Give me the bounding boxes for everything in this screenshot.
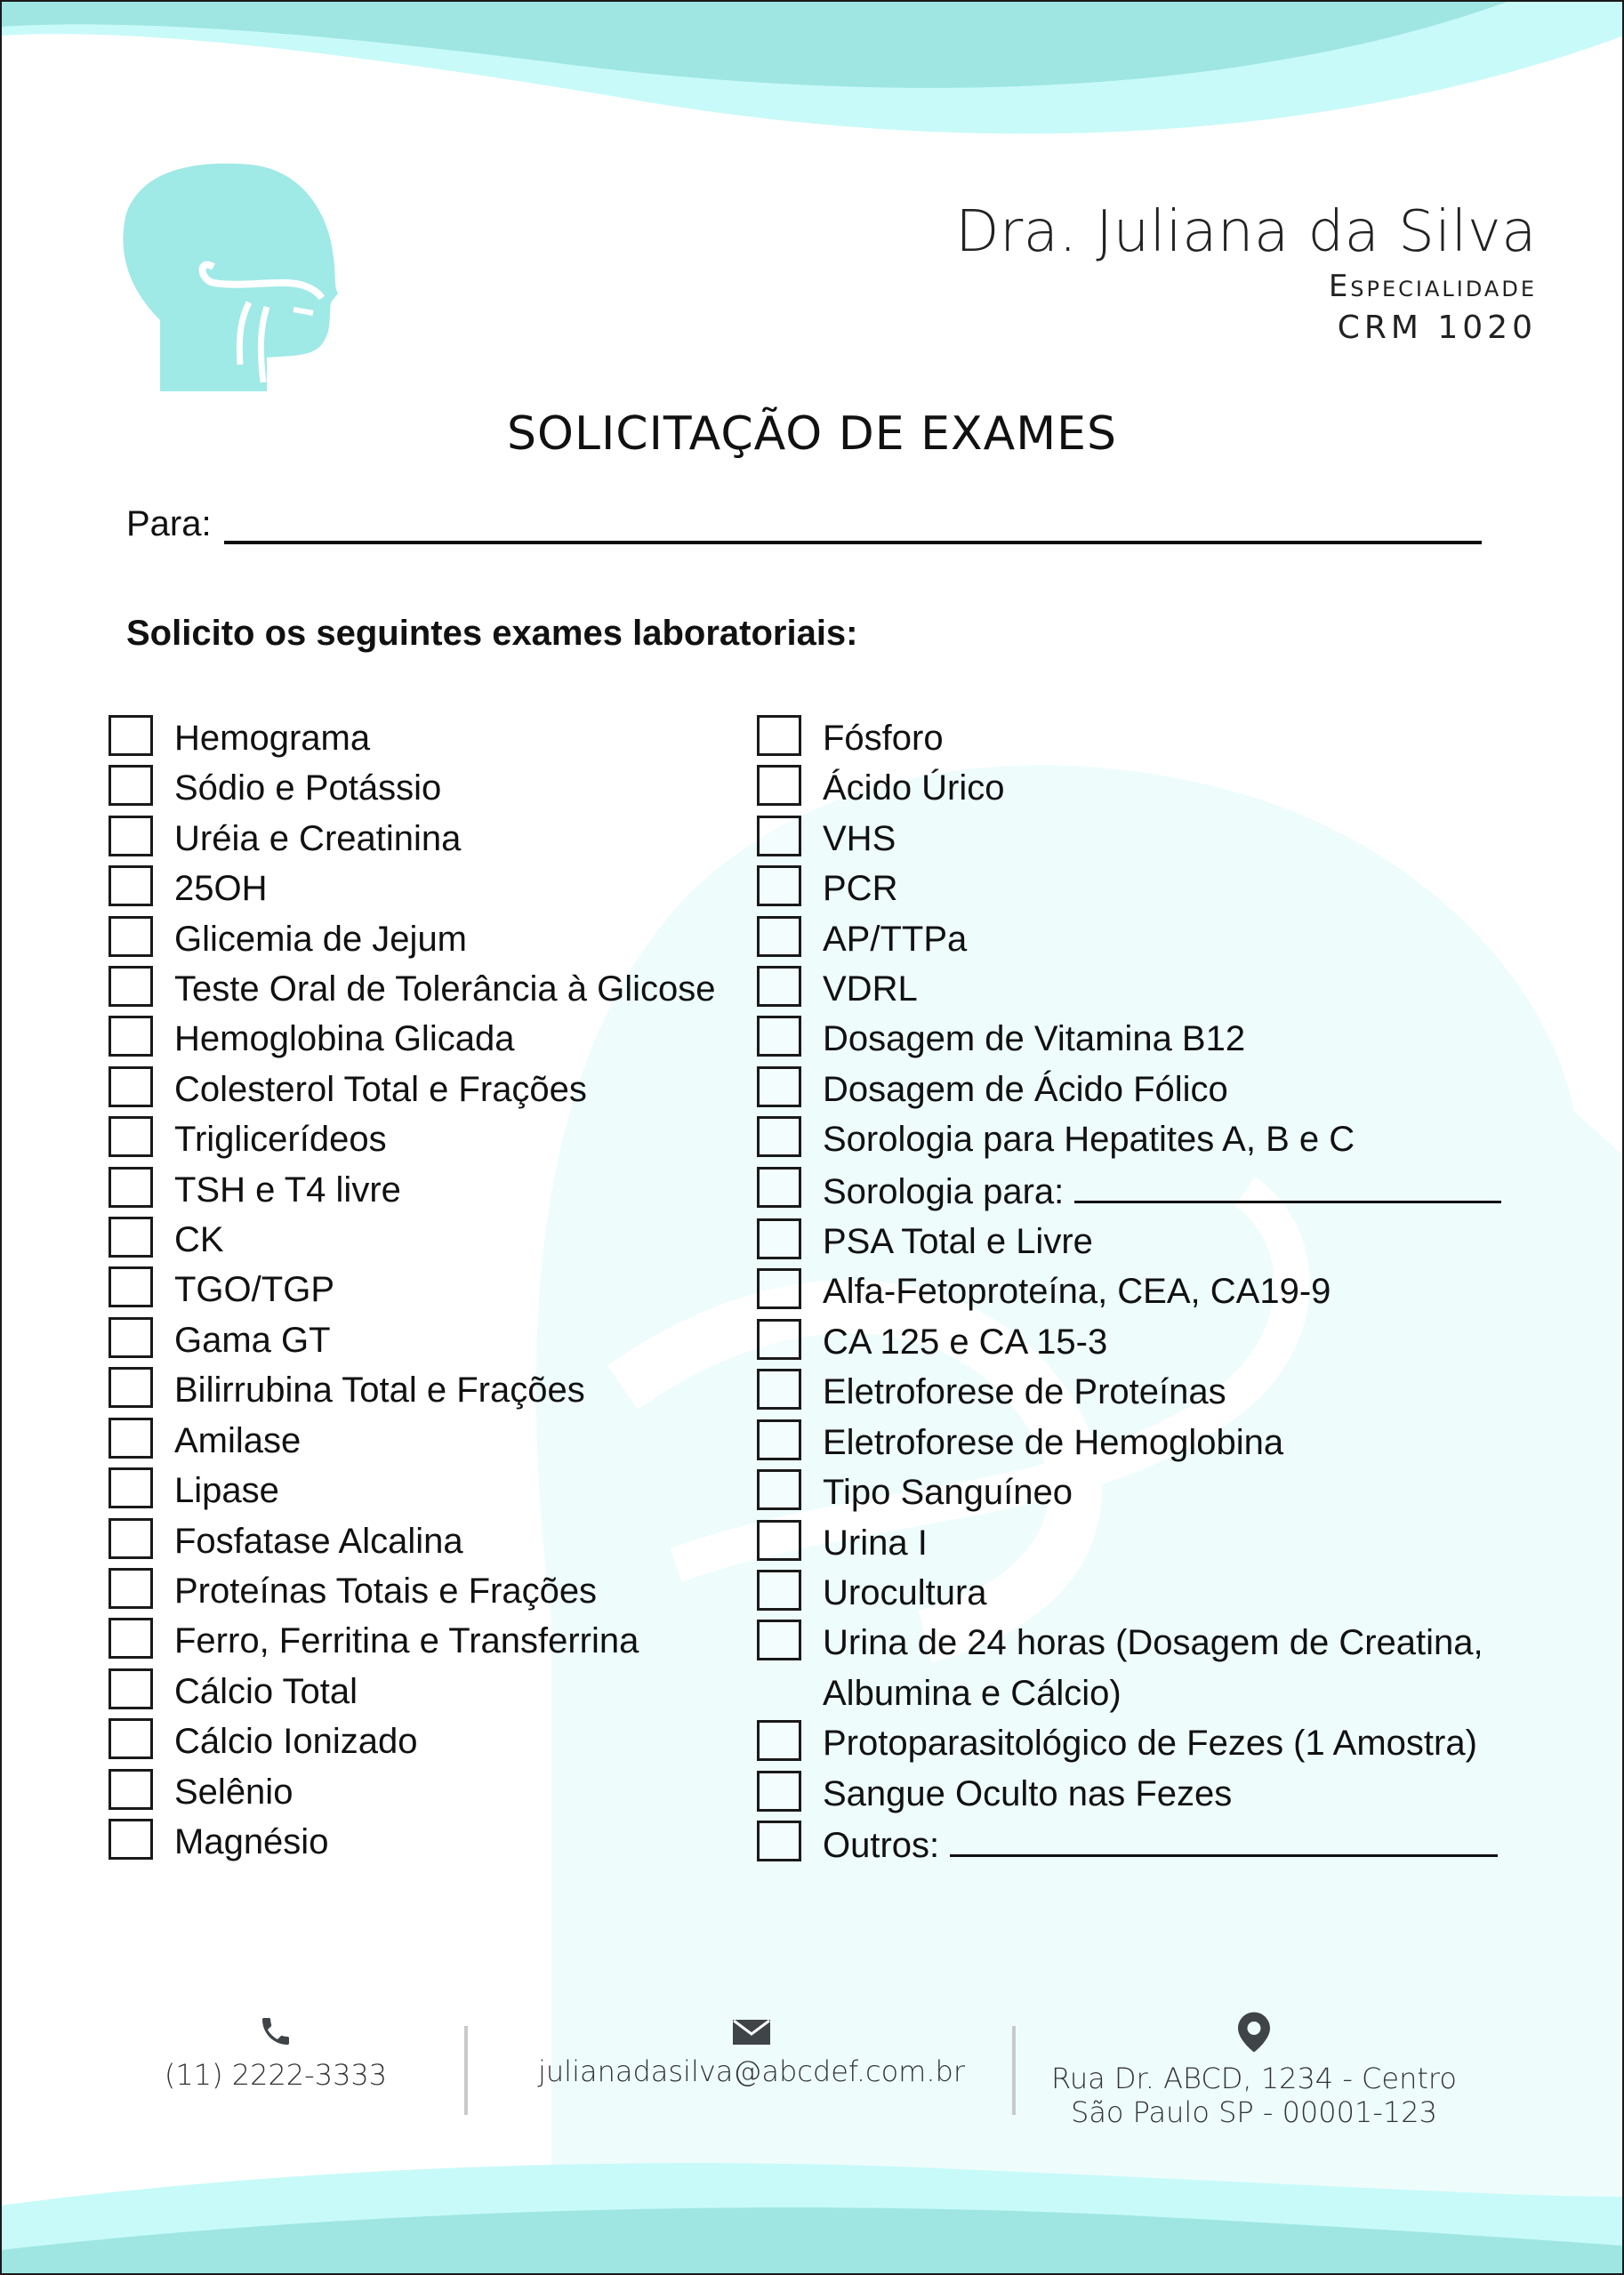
exam-label: Teste Oral de Tolerância à Glicose (174, 969, 716, 1009)
exam-label: 25OH (174, 869, 268, 909)
exam-label: Cálcio Total (174, 1671, 358, 1711)
exam-checkbox[interactable] (109, 1116, 153, 1157)
footer-email (507, 2019, 996, 2088)
exam-item[interactable] (109, 1265, 715, 1314)
exam-label: Urocultura (823, 1572, 987, 1612)
exam-item[interactable] (757, 1418, 1534, 1467)
exam-item[interactable] (757, 814, 1534, 864)
exam-item[interactable] (757, 1718, 1534, 1768)
exam-item[interactable] (757, 1217, 1534, 1266)
exam-label: Bilirrubina Total e Frações (174, 1371, 585, 1411)
footer-divider-2 (1012, 2026, 1016, 2115)
exam-checkbox[interactable] (757, 1167, 801, 1208)
exam-label: Colesterol Total e Frações (174, 1069, 587, 1109)
address-line-1: Rua Dr. ABCD, 1234 - Centro (1051, 2062, 1457, 2095)
exam-item[interactable] (757, 1769, 1534, 1819)
exam-checkbox[interactable] (757, 1369, 801, 1410)
doctor-specialty: Especialidade (1328, 269, 1537, 305)
exam-item[interactable] (757, 713, 1534, 763)
exam-label: Proteínas Totais e Frações (174, 1571, 598, 1611)
address-line-2: São Paulo SP - 00001-123 (1071, 2095, 1437, 2129)
exam-label: Ferro, Ferritina e Transferrina (174, 1621, 639, 1661)
exam-item[interactable] (757, 964, 1534, 1014)
exam-label: PCR (823, 869, 898, 909)
para-input-line[interactable] (224, 502, 1482, 544)
exam-checkbox[interactable] (109, 1266, 153, 1307)
exam-checkbox[interactable] (757, 1419, 801, 1460)
exam-checkbox[interactable] (109, 715, 153, 756)
exam-item[interactable] (109, 763, 715, 813)
exam-label (823, 1819, 1498, 1870)
exam-label: Urina de 24 horas (Dosagem de Creatina, Albumina e Cálcio) (823, 1623, 1483, 1713)
exam-checkbox[interactable] (757, 1116, 801, 1157)
exam-checkbox[interactable] (757, 1268, 801, 1309)
doctor-header (955, 201, 1537, 346)
form-title: SOLICITAÇÃO DE EXAMES (507, 407, 1117, 461)
exam-checkbox[interactable] (109, 1467, 153, 1508)
footer-address (1032, 2012, 1476, 2129)
email-text[interactable]: julianadasilva@abcdef.com.br (538, 2054, 965, 2088)
exam-label: Magnésio (174, 1821, 329, 1861)
exam-label: VHS (823, 818, 896, 858)
exam-label: Glicemia de Jejum (174, 919, 468, 959)
exam-item[interactable] (109, 1616, 715, 1666)
exam-label: Selênio (174, 1772, 293, 1812)
exam-checkbox[interactable] (109, 816, 153, 856)
exam-item[interactable] (109, 1315, 715, 1365)
exam-checkbox[interactable] (109, 1016, 153, 1057)
exam-checkbox[interactable] (109, 1769, 153, 1810)
exam-checkbox[interactable] (757, 1066, 801, 1107)
exam-item[interactable] (109, 1065, 715, 1114)
exam-item[interactable] (109, 1466, 715, 1515)
exam-label: Lipase (174, 1471, 279, 1511)
exam-checkbox[interactable] (109, 765, 153, 806)
exam-checkbox[interactable] (109, 1418, 153, 1459)
exam-label: TSH e T4 livre (174, 1170, 401, 1210)
exam-label: Eletroforese de Hemoglobina (823, 1422, 1284, 1462)
exam-label: Amilase (174, 1420, 301, 1460)
exam-label: Fósforo (823, 719, 944, 758)
exam-label: Eletroforese de Proteínas (823, 1372, 1226, 1412)
exam-item[interactable] (757, 763, 1534, 813)
exam-label: Alfa-Fetoproteína, CEA, CA19-9 (823, 1272, 1331, 1312)
exam-item[interactable] (109, 1365, 715, 1415)
exam-checkbox[interactable] (757, 966, 801, 1007)
exam-checkbox[interactable] (109, 916, 153, 957)
exam-item[interactable] (757, 1065, 1534, 1114)
outros-label: Outros: (823, 1825, 940, 1865)
exam-checkbox[interactable] (109, 1217, 153, 1258)
exam-item[interactable] (757, 1165, 1534, 1217)
exam-item[interactable] (109, 713, 715, 763)
exam-checkbox[interactable] (757, 1570, 801, 1611)
exam-checkbox[interactable] (757, 715, 801, 756)
exam-checkbox[interactable] (757, 1720, 801, 1761)
exam-item[interactable] (109, 1667, 715, 1716)
doctor-name: Dra. Juliana da Silva (955, 199, 1537, 265)
exam-checkbox[interactable] (757, 1218, 801, 1259)
exam-item[interactable] (109, 1114, 715, 1164)
exam-list-right (757, 713, 1534, 1870)
exam-label: Sódio e Potássio (174, 768, 442, 808)
exam-item[interactable] (109, 1014, 715, 1064)
exam-item[interactable] (757, 1114, 1534, 1164)
exam-checkbox[interactable] (109, 1618, 153, 1659)
exam-checkbox[interactable] (109, 1668, 153, 1709)
exam-item[interactable] (757, 1467, 1534, 1517)
exam-label: CA 125 e CA 15-3 (823, 1322, 1108, 1362)
exam-item[interactable] (757, 914, 1534, 964)
exam-checkbox[interactable] (109, 1167, 153, 1208)
exam-item[interactable] (109, 1215, 715, 1265)
exam-label: Fosfatase Alcalina (174, 1521, 463, 1561)
exam-label: Ácido Úrico (823, 768, 1005, 808)
doctor-crm: CRM 1020 (1337, 309, 1537, 347)
exam-label: Tipo Sanguíneo (823, 1473, 1073, 1513)
exam-checkbox[interactable] (757, 916, 801, 957)
exam-item[interactable] (109, 1767, 715, 1817)
exam-checkbox[interactable] (757, 865, 801, 906)
exam-checkbox[interactable] (109, 1718, 153, 1759)
exam-item[interactable] (109, 1516, 715, 1566)
exam-label: Sorologia para Hepatites A, B e C (823, 1120, 1355, 1160)
para-label: Para: (126, 504, 212, 543)
exam-item[interactable] (109, 1566, 715, 1616)
exam-item[interactable] (757, 1266, 1534, 1316)
exam-checkbox[interactable] (757, 816, 801, 856)
sorologia-input-line[interactable] (1074, 1165, 1501, 1203)
exam-item[interactable] (109, 1817, 715, 1867)
exam-checkbox[interactable] (757, 1620, 801, 1660)
exam-item[interactable] (757, 864, 1534, 913)
envelope-icon (732, 2019, 771, 2046)
exam-label: VDRL (823, 969, 918, 1009)
phone-text: (11) 2222-3333 (164, 2058, 388, 2092)
exam-label: Protoparasitológico de Fezes (1 Amostra) (823, 1724, 1477, 1764)
exam-item[interactable] (757, 1317, 1534, 1367)
exam-checkbox[interactable] (757, 1016, 801, 1057)
exam-item[interactable] (109, 1416, 715, 1466)
exam-label: Triglicerídeos (174, 1120, 387, 1160)
exam-label: AP/TTPa (823, 919, 968, 959)
exam-item[interactable] (757, 1819, 1534, 1870)
exam-checkbox[interactable] (109, 966, 153, 1007)
exam-label: Hemograma (174, 719, 371, 758)
exam-label: Urina I (823, 1523, 928, 1563)
exam-checkbox[interactable] (109, 1317, 153, 1358)
exam-label: Cálcio Ionizado (174, 1722, 418, 1762)
exam-label: PSA Total e Livre (823, 1222, 1093, 1262)
exam-checkbox[interactable] (109, 865, 153, 906)
exam-checkbox[interactable] (109, 1518, 153, 1559)
exam-label: CK (174, 1220, 224, 1260)
exam-item[interactable] (109, 914, 715, 964)
exam-label: Dosagem de Vitamina B12 (823, 1019, 1246, 1059)
exam-item[interactable] (109, 1165, 715, 1215)
para-field (126, 502, 1482, 544)
exam-checkbox[interactable] (109, 1819, 153, 1860)
exam-item[interactable] (109, 864, 715, 913)
exam-item[interactable] (109, 964, 715, 1014)
exam-label: Gama GT (174, 1320, 331, 1360)
exam-item[interactable] (757, 1568, 1534, 1618)
exam-label: Hemoglobina Glicada (174, 1019, 515, 1059)
exam-checkbox[interactable] (757, 1821, 801, 1861)
exam-item[interactable] (109, 814, 715, 864)
exam-label: Dosagem de Ácido Fólico (823, 1069, 1228, 1109)
exam-item[interactable] (757, 1518, 1534, 1568)
exam-checkbox[interactable] (757, 1469, 801, 1510)
exam-item[interactable] (757, 1014, 1534, 1064)
exam-checkbox[interactable] (757, 765, 801, 806)
exam-list-left (109, 713, 715, 1867)
exam-label (823, 1165, 1501, 1217)
map-pin-icon (1238, 2012, 1270, 2053)
footer-phone (160, 2014, 391, 2092)
sorologia-label: Sorologia para: (823, 1171, 1065, 1211)
exam-checkbox[interactable] (109, 1568, 153, 1609)
exam-checkbox[interactable] (109, 1367, 153, 1408)
exam-checkbox[interactable] (757, 1771, 801, 1812)
exam-item[interactable] (757, 1367, 1534, 1417)
exam-item[interactable] (757, 1618, 1534, 1718)
phone-icon (258, 2014, 293, 2049)
exam-checkbox[interactable] (757, 1520, 801, 1561)
outros-input-line[interactable] (950, 1819, 1498, 1857)
footer-divider-1 (464, 2026, 468, 2115)
exam-checkbox[interactable] (757, 1319, 801, 1360)
exam-label: TGO/TGP (174, 1270, 334, 1310)
exam-item[interactable] (109, 1716, 715, 1766)
exams-subtitle: Solicito os seguintes exames laboratoriais: (126, 614, 858, 653)
exam-label: Sangue Oculto nas Fezes (823, 1773, 1233, 1813)
exam-checkbox[interactable] (109, 1066, 153, 1107)
exam-label: Uréia e Creatinina (174, 818, 462, 858)
